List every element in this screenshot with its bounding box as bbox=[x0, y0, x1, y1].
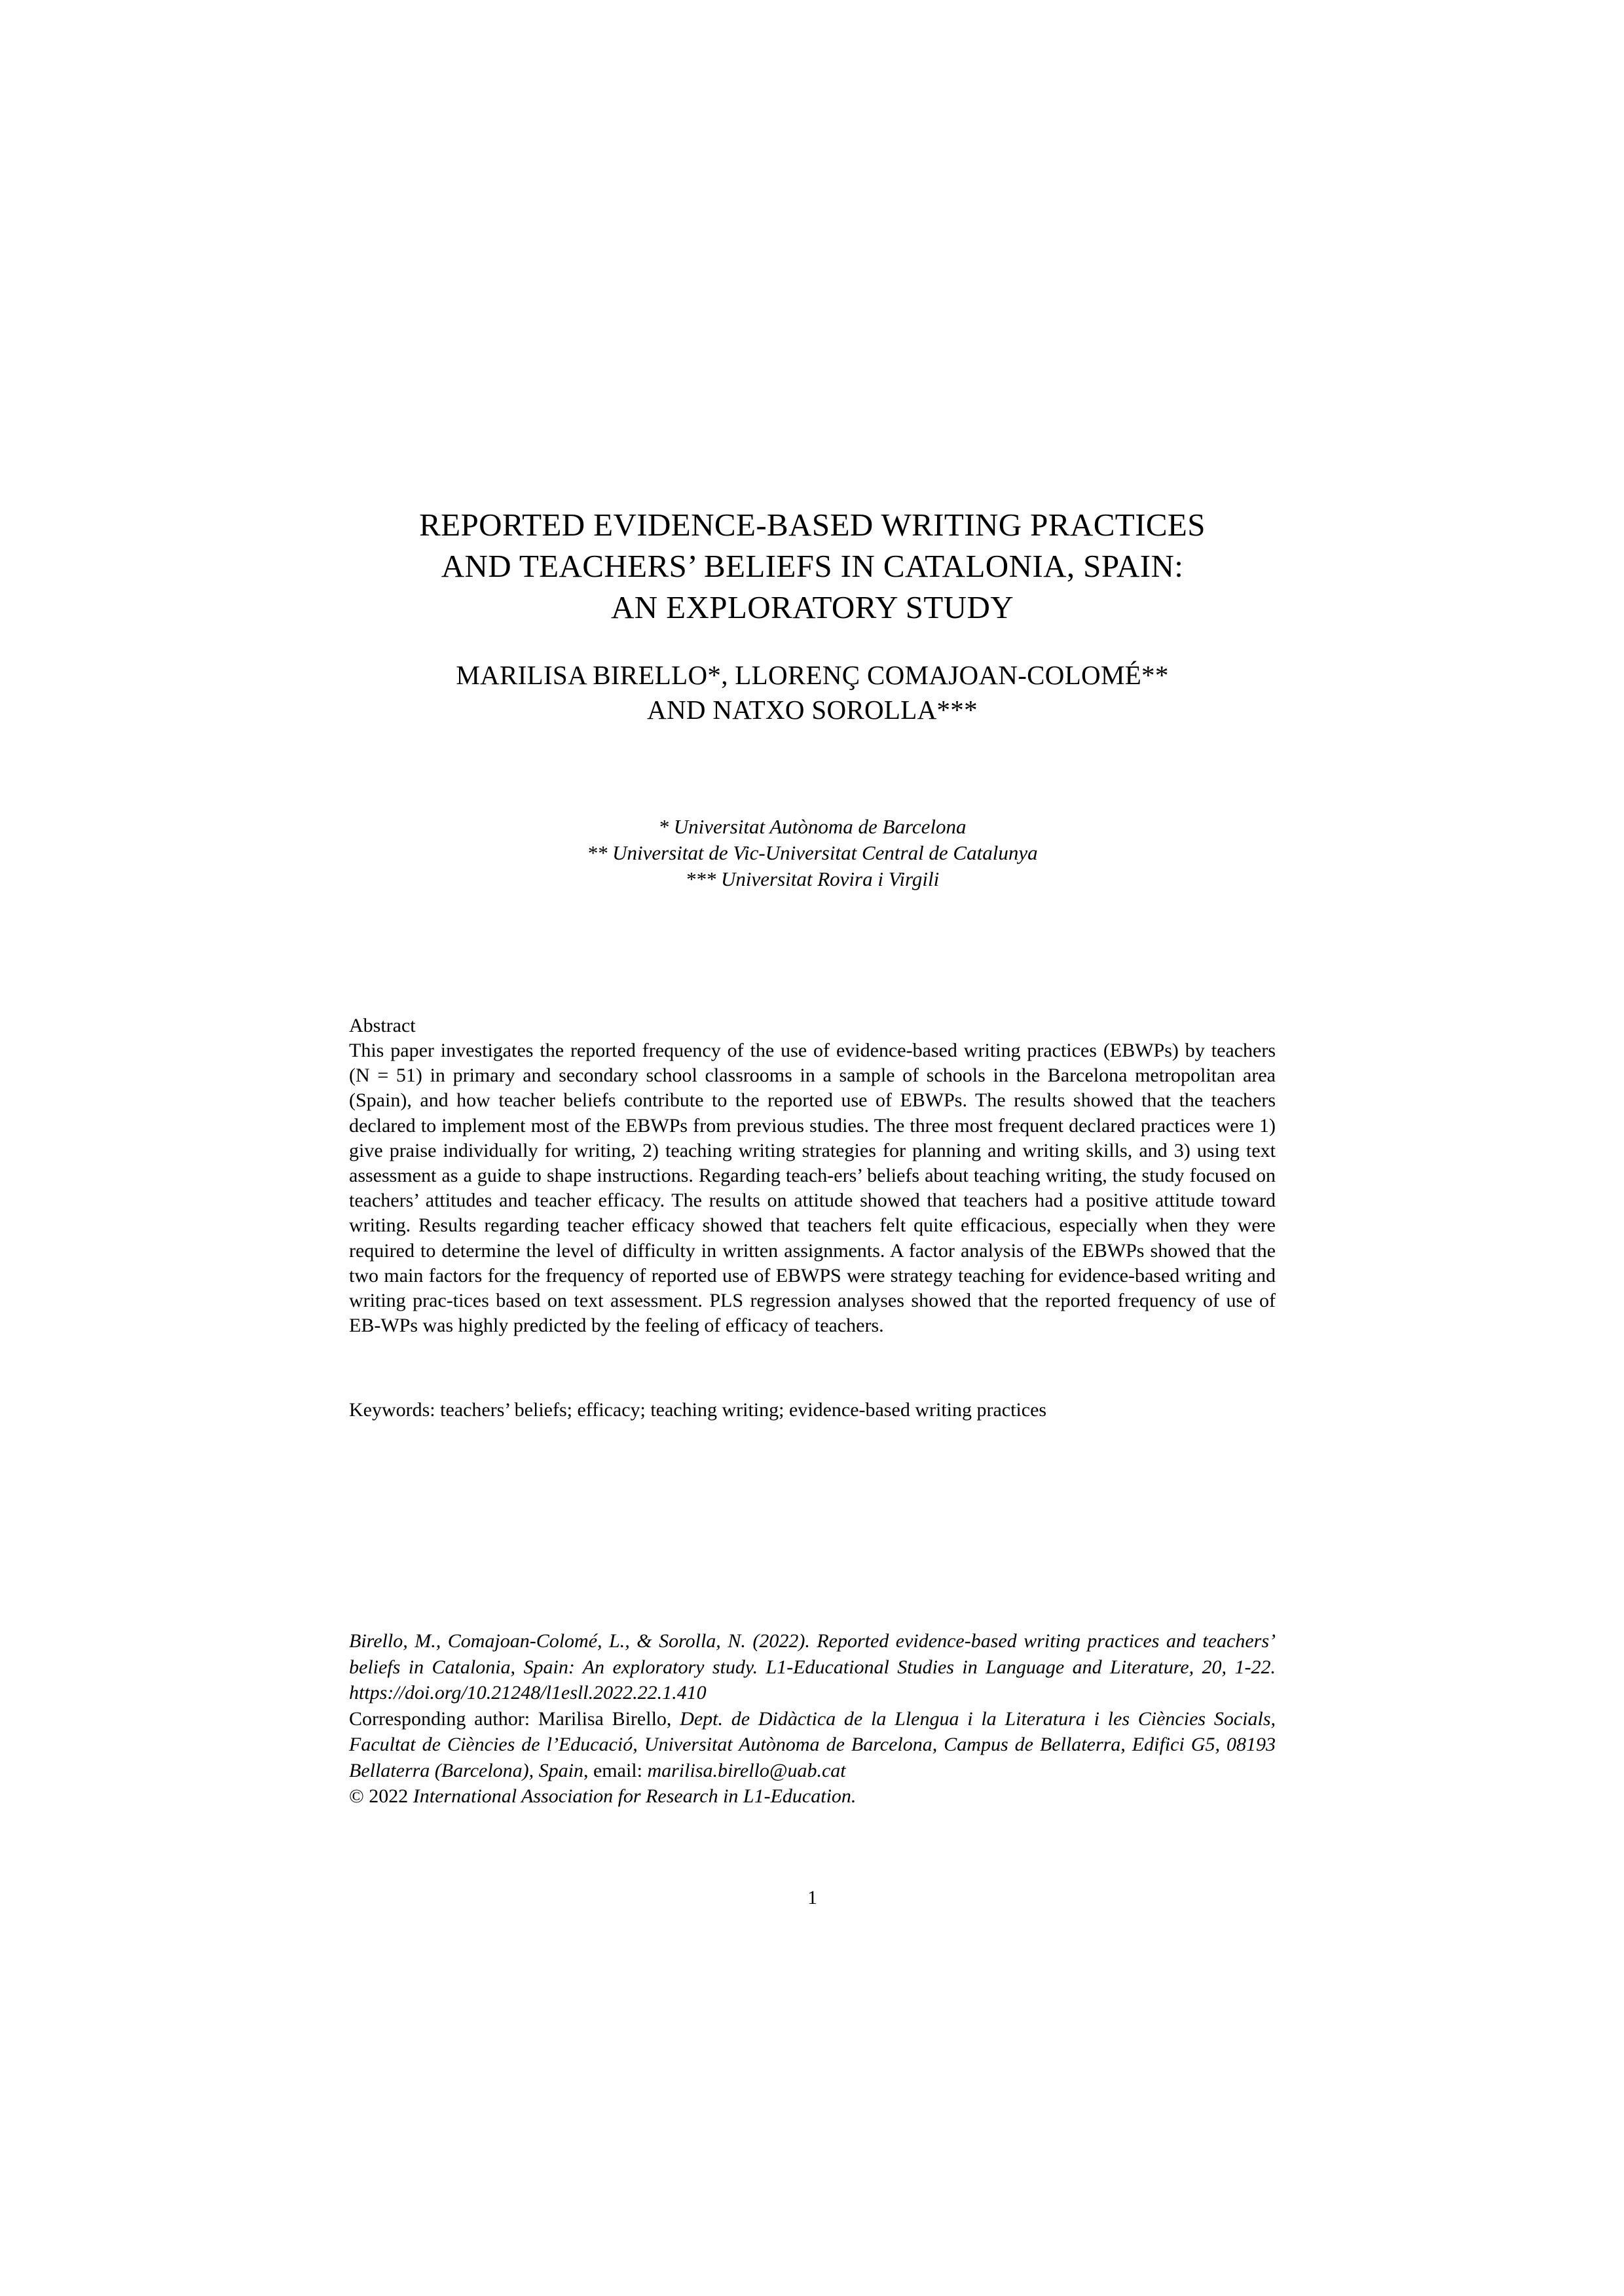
email-label: , email: bbox=[583, 1759, 642, 1781]
footer-citation-block bbox=[349, 1628, 1276, 1810]
abstract-section bbox=[349, 1013, 1276, 1338]
affiliation-line-1: * Universitat Autònoma de Barcelona bbox=[658, 815, 967, 838]
abstract-heading: Abstract bbox=[349, 1015, 416, 1036]
copyright-line bbox=[349, 1783, 1276, 1810]
copyright-text: International Association for Research in L1-Education. bbox=[413, 1785, 857, 1807]
corresponding-author-affiliation-text: Dept. de Didàctica de la Llengua i la Literatura i les Ciències Socials, Facultat de Ciències de l’Educació, Universitat Autònoma de Barcelona, Campus de Bellaterra, Edifici G5, 08193 Bellaterra (Barcelona), Spain bbox=[349, 1707, 1276, 1781]
corresponding-author-affiliation bbox=[671, 1708, 680, 1730]
corresponding-author-line bbox=[349, 1706, 1276, 1784]
title-line-3: AN EXPLORATORY STUDY bbox=[610, 589, 1014, 625]
affiliation-line-2: ** Universitat de Vic-Universitat Central de Catalunya bbox=[587, 841, 1038, 864]
page-title bbox=[349, 504, 1276, 628]
author-line-1: MARILISA BIRELLO*, LLORENÇ COMAJOAN-COLOMÉ** bbox=[456, 660, 1169, 690]
author-list bbox=[349, 658, 1276, 727]
page-number: 1 bbox=[807, 1887, 817, 1908]
citation-reference: Birello, M., Comajoan-Colomé, L., & Sorolla, N. (2022). Reported evidence-based writing practices and teachers’ beliefs in Catalonia, Spain: An exploratory study. L1-Educational Studies in Language and Literature, 20, 1-22. https://doi.org/10.21248/l1esll.2022.22.1.410 bbox=[349, 1630, 1276, 1704]
corresponding-author-email: marilisa.birello@uab.cat bbox=[647, 1759, 846, 1781]
keywords-line: Keywords: teachers’ beliefs; efficacy; teaching writing; evidence-based writing practices bbox=[349, 1399, 1047, 1421]
affiliation-list bbox=[349, 814, 1276, 892]
keywords-section bbox=[349, 1398, 1276, 1423]
copyright-mark: © 2022 bbox=[349, 1785, 409, 1807]
author-line-2: AND NATXO SOROLLA*** bbox=[647, 695, 978, 725]
affiliation-line-3: *** Universitat Rovira i Virgili bbox=[685, 867, 940, 890]
title-line-2: AND TEACHERS’ BELIEFS IN CATALONIA, SPAIN: bbox=[441, 548, 1184, 584]
abstract-body: This paper investigates the reported frequency of the use of evidence-based writing practices (EBWPs) by teachers (N = 51) in primary and secondary school classrooms in a sample of schools in the Barcelona metropolitan area (Spain), and how teacher beliefs contribute to the reported use of EBWPs. The results showed that the teachers declared to implement most of the EBWPs from previous studies. The three most frequent declared practices were 1) give praise individually for writing, 2) teaching writing strategies for planning and writing skills, and 3) using text assessment as a guide to shape instructions. Regarding teach-ers’ beliefs about teaching writing, the study focused on teachers’ attitudes and teacher efficacy. The results on attitude showed that teachers had a positive attitude toward writing. Results regarding teacher efficacy showed that teachers felt quite efficacious, especially when they were required to determine the level of difficulty in written assignments. A factor analysis of the EBWPs showed that the two main factors for the frequency of reported use of EBWPS were strategy teaching for evidence-based writing and writing prac-tices based on text assessment. PLS regression analyses showed that the reported frequency of use of EB-WPs was highly predicted by the feeling of efficacy of teachers. bbox=[349, 1040, 1276, 1337]
corresponding-author-label: Corresponding author: Marilisa Birello, bbox=[349, 1707, 672, 1730]
title-line-1: REPORTED EVIDENCE-BASED WRITING PRACTICES bbox=[419, 507, 1206, 543]
